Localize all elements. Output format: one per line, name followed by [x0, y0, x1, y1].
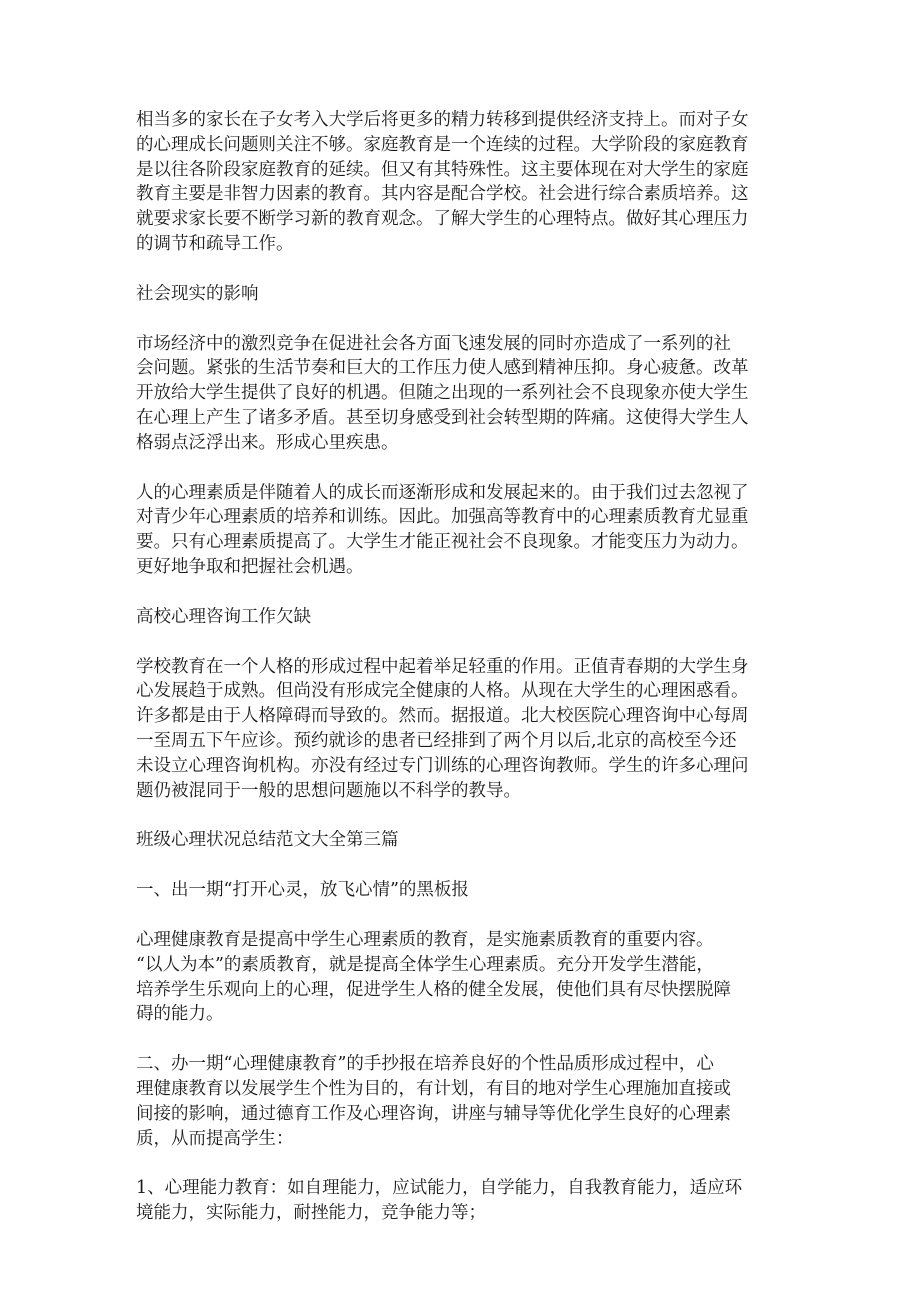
document-body: [136, 108, 796, 1251]
heading-third-article: 班级心理状况总结范文大全第三篇: [136, 830, 399, 851]
paragraph-handwritten-newsletter: 二、办一期“心理健康教育”的手抄报在培养良好的个性品质形成过程中，心 理健康教育以发展学生个性为目的，有计划，有目的地对学生心理施加直接或 间接的影响，通过德育工作及心理咨询，讲座与辅导等优化学生良好的心理素 质，从而提高学生：: [136, 1054, 731, 1149]
paragraph-psychological-quality: 人的心理素质是伴随着人的成长而逐渐形成和发展起来的。由于我们过去忽视了 对青少年心理素质的培养和训练。因此。加强高等教育中的心理素质教育尤显重 要。只有心理素质提高了。大学生才能正视社会不良现象。才能变压力为动力。 更好地争取和把握社会机遇。: [136, 482, 749, 577]
paragraph-family-education: 相当多的家长在子女考入大学后将更多的精力转移到提供经济支持上。而对子女 的心理成长问题则关注不够。家庭教育是一个连续的过程。大学阶段的家庭教育 是以往各阶段家庭教育的延续。但又有其特殊性。这主要体现在对大学生的家庭 教育主要是非智力因素的教育。其内容是配合学校。社会进行综合素质培养。这 就要求家长要不断学习新的教育观念。了解大学生的心理特点。做好其心理压力 的调节和疏导工作。: [136, 110, 749, 254]
paragraph-school-education: 学校教育在一个人格的形成过程中起着举足轻重的作用。正值青春期的大学生身 心发展趋于成熟。但尚没有形成完全健康的人格。从现在大学生的心理困惑看。 许多都是由于人格障碍而导致的。然而。据报道。北大校医院心理咨询中心每周 一至周五下午应诊。预约就诊的患者已经排到了两个月以后,北京的高校至今还 未设立心理咨询机构。亦没有经过专门训练的心理咨询教师。学生的许多心理问 题仍被混同于一般的思想问题施以不科学的教导。: [136, 656, 749, 801]
heading-blackboard-newsletter: 一、出一期“打开心灵，放飞心情”的黑板报: [136, 880, 469, 901]
paragraph-market-competition: 市场经济中的激烈竞争在促进社会各方面飞速发展的同时亦造成了一系列的社 会问题。紧张的生活节奏和巨大的工作压力使人感到精神压抑。身心疲惫。改革 开放给大学生提供了良好的机遇。但随之出现的一系列社会不良现象亦使大学生 在心理上产生了诸多矛盾。甚至切身感受到社会转型期的阵痛。这使得大学生人 格弱点泛浮出来。形成心里疾患。: [136, 333, 749, 453]
heading-counseling-lacking: 高校心理咨询工作欠缺: [136, 606, 311, 627]
paragraph-ability-education: 1、心理能力教育：如自理能力，应试能力，自学能力，自我教育能力，适应环 境能力，实际能力，耐挫能力，竞争能力等；: [136, 1178, 743, 1224]
heading-social-reality: 社会现实的影响: [136, 283, 259, 304]
paragraph-mental-health-education: 心理健康教育是提高中学生心理素质的教育，是实施素质教育的重要内容。 “以人为本”的素质教育，就是提高全体学生心理素质。充分开发学生潜能， 培养学生乐观向上的心理，促进学生人格的健全发展，使他们具有尽快摆脱障 碍的能力。: [136, 929, 731, 1025]
